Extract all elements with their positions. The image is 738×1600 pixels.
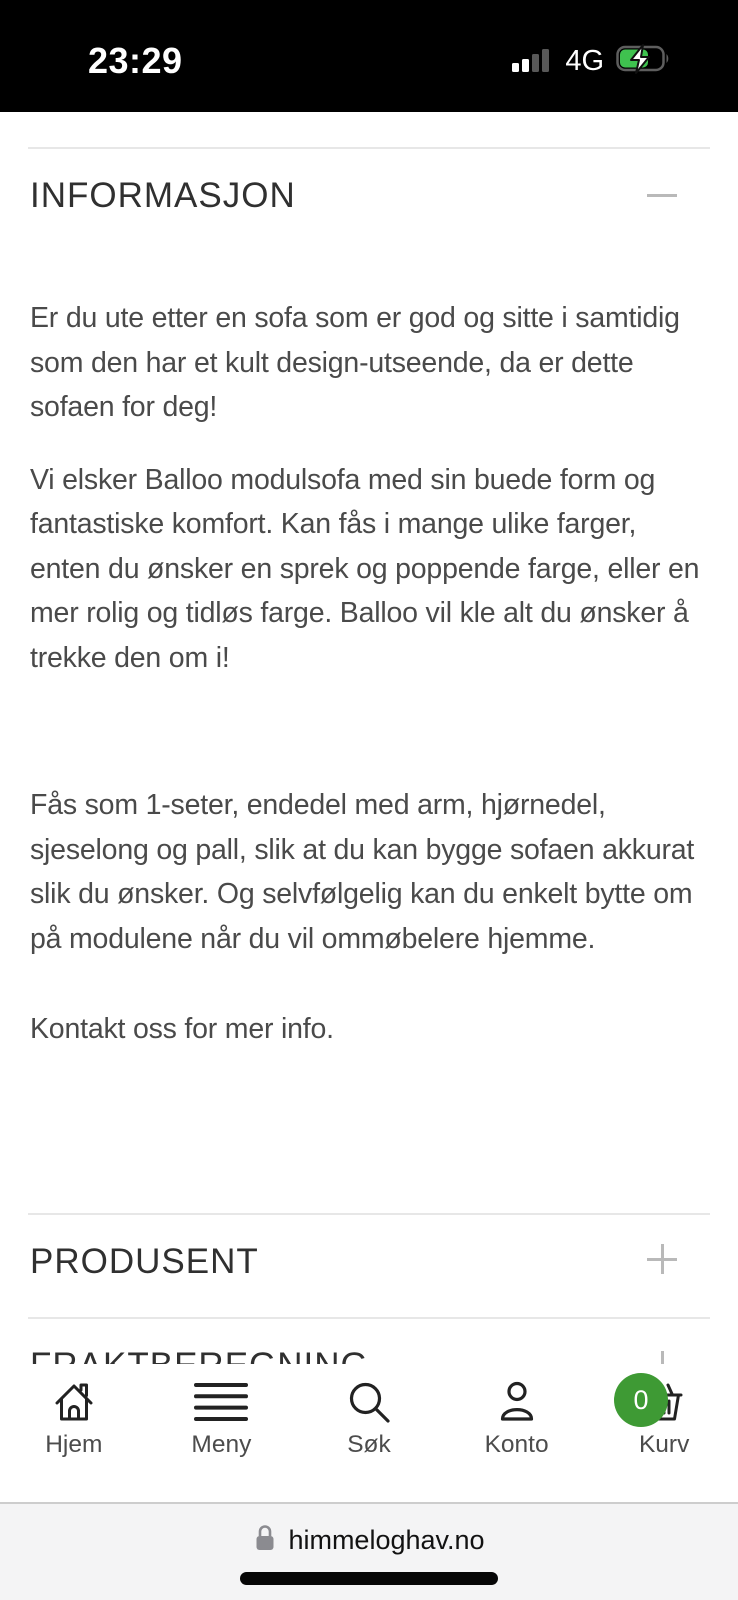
status-time: 23:29 [88, 40, 183, 81]
browser-address-bar [0, 1502, 738, 1600]
paragraph: Vi elsker Balloo modulsofa med sin buede form og fantastiske komfort. Kan fås i mange ulike farger, enten du ønsker en sprek og poppende farge, eller en mer rolig og tidløs farge. Balloo vil kle alt du ønsker å trekke den om i! [30, 463, 700, 674]
plus-icon[interactable] [647, 1244, 677, 1274]
url-text: himmeloghav.no [288, 1525, 485, 1555]
informasjon-body [30, 296, 708, 1052]
section-divider [28, 1317, 710, 1319]
lock-icon [253, 1523, 277, 1558]
section-divider [28, 147, 710, 149]
nav-item-konto[interactable] [443, 1364, 591, 1502]
nav-label: Kurv [638, 1431, 690, 1458]
home-indicator-handle[interactable] [240, 1572, 498, 1585]
paragraph: Fås som 1-seter, endedel med arm, hjørnedel, sjeselong og pall, slik at du kan bygge sofaen akkurat slik du ønsker. Og selvfølgelig kan du enkelt bytte om på modulene når du vil ommøbelere hjemme. [30, 789, 695, 955]
section-divider [28, 1213, 710, 1215]
nav-label: Meny [191, 1431, 252, 1458]
nav-label: Hjem [45, 1431, 103, 1458]
address-field[interactable] [0, 1504, 738, 1558]
account-icon [493, 1377, 541, 1427]
battery-charging-icon [616, 43, 674, 80]
nav-label: Konto [484, 1431, 549, 1458]
cart-count-badge: 0 [614, 1373, 668, 1427]
search-icon [345, 1377, 393, 1427]
nav-item-meny[interactable] [148, 1364, 296, 1502]
status-bar [0, 0, 738, 112]
accordion-header-produsent[interactable]: PRODUSENT [30, 1242, 259, 1281]
network-type-label: 4G [565, 44, 604, 77]
bottom-nav-bar [0, 1364, 738, 1502]
home-icon [50, 1377, 98, 1427]
accordion-header-informasjon[interactable]: INFORMASJON [30, 176, 296, 215]
cellular-signal-icon [512, 44, 553, 79]
nav-item-sok[interactable] [295, 1364, 443, 1502]
minus-icon[interactable] [647, 180, 677, 210]
paragraph: Er du ute etter en sofa som er god og sitte i samtidig som den har et kult design-utseende, da er dette sofaen for deg! [30, 302, 680, 423]
nav-item-kurv[interactable] [590, 1364, 738, 1502]
menu-icon [193, 1377, 249, 1427]
nav-item-hjem[interactable] [0, 1364, 148, 1502]
paragraph: Kontakt oss for mer info. [30, 1013, 334, 1045]
nav-label: Søk [347, 1431, 391, 1458]
